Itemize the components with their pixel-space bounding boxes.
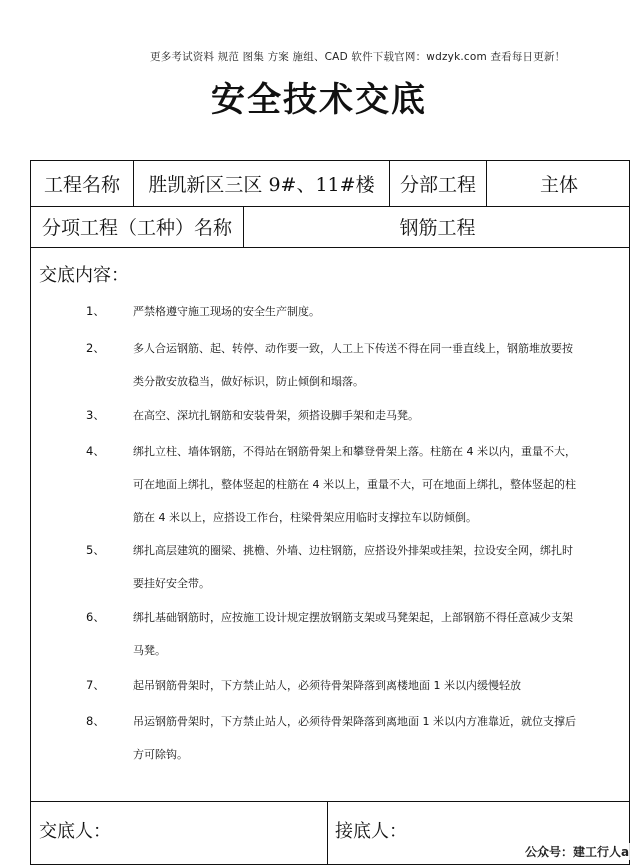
- item-text-line: 绑扎立柱、墙体钢筋，不得站在钢筋骨架上和攀登骨架上落。柱筋在 4 米以内，重量不大，: [133, 445, 576, 458]
- division-value: 主体: [486, 161, 630, 206]
- subitem-row: [31, 206, 629, 248]
- disclosure-table: [30, 160, 630, 865]
- item-number: 8、: [86, 714, 105, 728]
- item-text-line: 方可除钩。: [133, 748, 188, 761]
- handover-label: 交底人：: [39, 821, 111, 842]
- item-number: 4、: [86, 444, 105, 458]
- project-name-label: 工程名称: [43, 174, 120, 196]
- receiver-label: 接底人：: [335, 821, 407, 842]
- item-number: 3、: [86, 408, 105, 422]
- item-text-line: 绑扎高层建筑的圈梁、挑檐、外墙、边柱钢筋，应搭设外排架或挂架，拉设安全网，绑扎时: [133, 544, 573, 557]
- page-title: 安全技术交底: [211, 80, 427, 120]
- item-text-line: 要挂好安全带。: [133, 577, 210, 590]
- division-label: 分部工程: [389, 161, 486, 206]
- item-text-line: 马凳。: [133, 644, 166, 657]
- subitem-label: 分项工程（工种）名称: [41, 217, 232, 239]
- item-text-line: 严禁格遵守施工现场的安全生产制度。: [133, 305, 320, 318]
- item-text-line: 可在地面上绑扎，整体竖起的柱筋在 4 米以上，重量不大，可在地面上绑扎，整体竖起的柱: [133, 478, 576, 491]
- item-text-line: 筋在 4 米以上，应搭设工作台，柱梁骨架应用临时支撑拉车以防倾倒。: [133, 511, 477, 524]
- item-text-line: 起吊钢筋骨架时，下方禁止站人，必须待骨架降落到离楼地面 1 米以内缓慢轻放: [133, 679, 521, 692]
- project-row: [31, 161, 629, 207]
- item-number: 2、: [86, 341, 105, 355]
- item-number: 5、: [86, 543, 105, 557]
- subitem-value: 钢筋工程: [243, 206, 630, 247]
- header-advert: 更多考试资料 规范 图集 方案 施组、CAD 软件下载官网：wdzyk.com 查看每日更新！: [150, 51, 566, 63]
- signature-column-divider: [327, 801, 328, 865]
- item-text-line: 绑扎基础钢筋时，应按施工设计规定摆放钢筋支架或马凳架起，上部钢筋不得任意减少支架: [133, 611, 573, 624]
- item-text-line: 类分散安放稳当，做好标识，防止倾倒和塌落。: [133, 375, 364, 388]
- item-text-line: 在高空、深坑扎钢筋和安装骨架，须搭设脚手架和走马凳。: [133, 409, 419, 422]
- item-number: 1、: [86, 304, 105, 318]
- item-number: 7、: [86, 678, 105, 692]
- signature-divider: [31, 801, 629, 802]
- item-text-line: 多人合运钢筋、起、转停、动作要一致，人工上下传送不得在同一垂直线上，钢筋堆放要按: [133, 342, 573, 355]
- watermark: 公众号：建工行人a: [525, 845, 630, 859]
- content-label: 交底内容：: [39, 265, 129, 286]
- project-name-value: 胜凯新区三区 9#、11#楼: [133, 161, 389, 206]
- item-text-line: 吊运钢筋骨架时，下方禁止站人，必须待骨架降落到离地面 1 米以内方准靠近，就位支撑后: [133, 715, 576, 728]
- item-number: 6、: [86, 610, 105, 624]
